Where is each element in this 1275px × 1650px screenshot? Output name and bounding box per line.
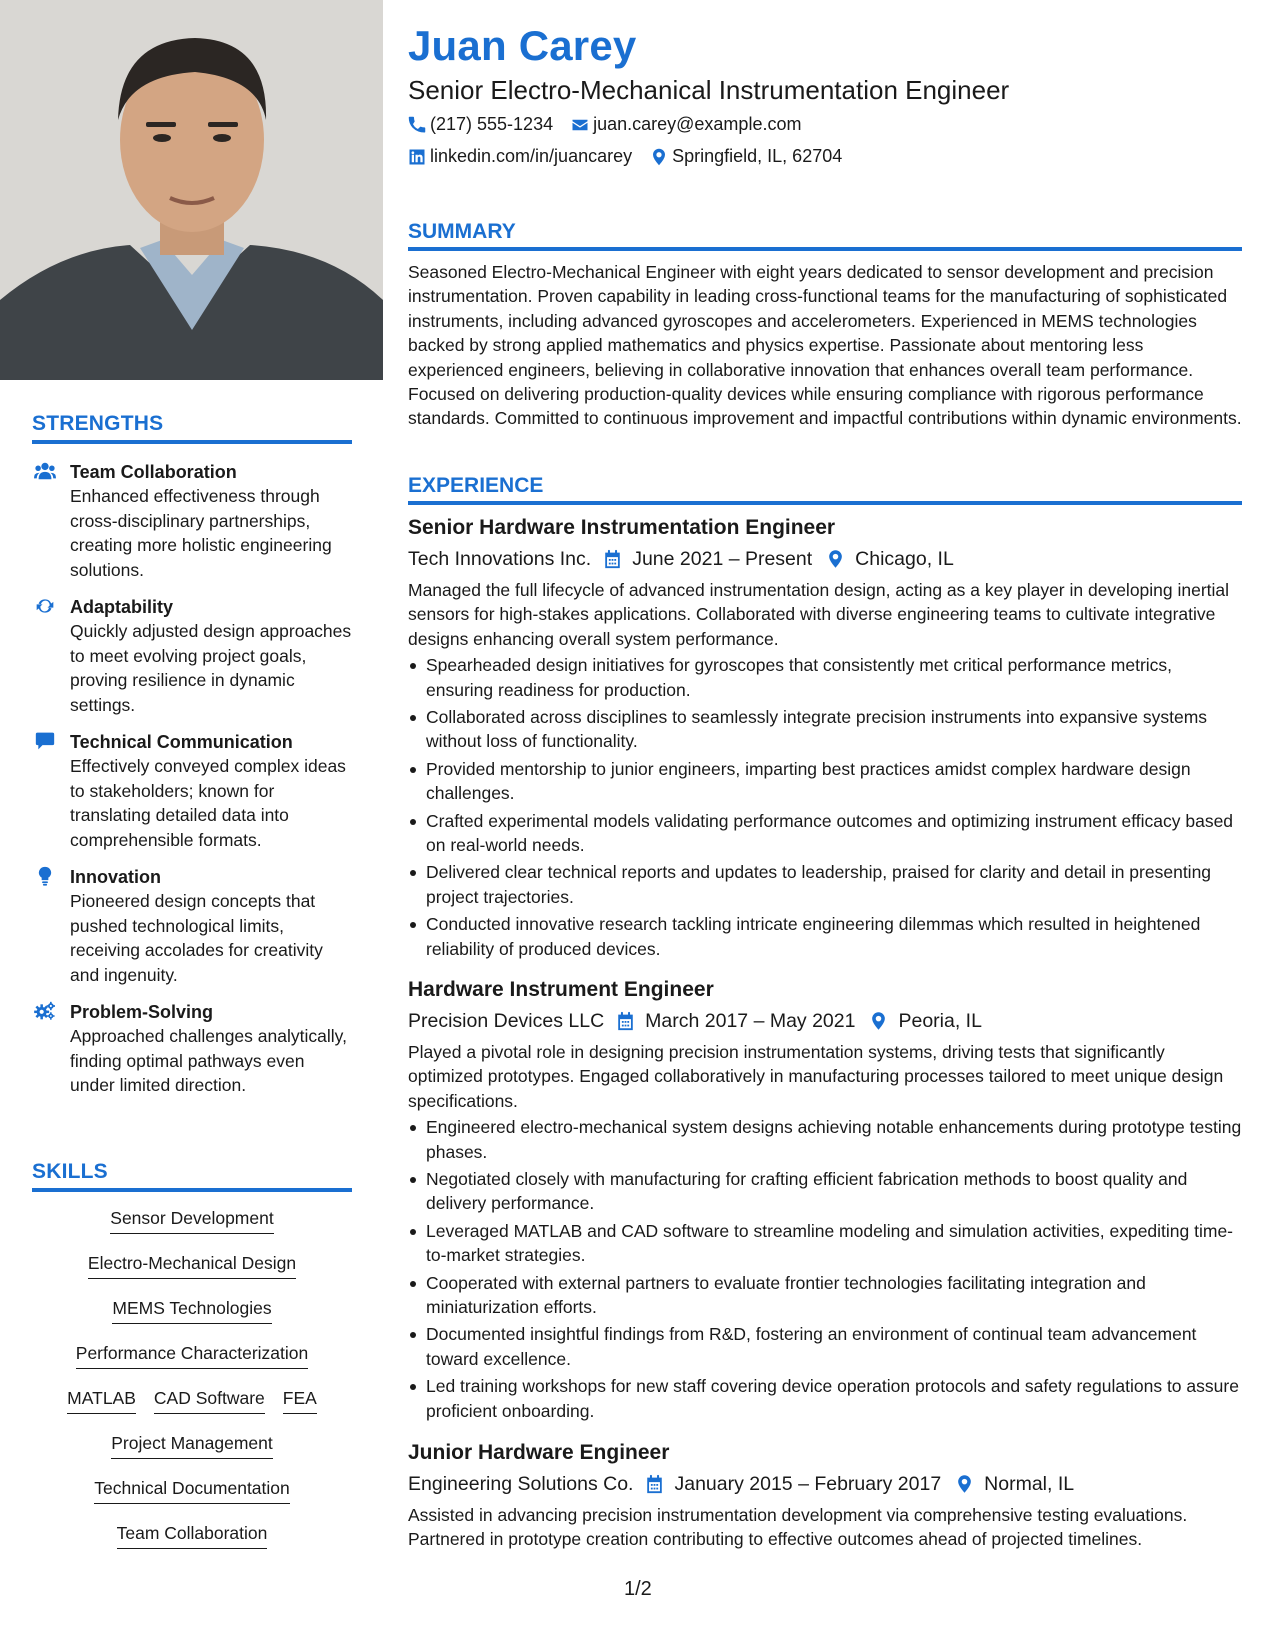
users-icon bbox=[32, 460, 58, 482]
job-entry bbox=[408, 1439, 1242, 1552]
skills-list bbox=[32, 1206, 352, 1566]
strength-desc: Quickly adjusted design approaches to meet evolving project goals, proving resilience in dynamic settings. bbox=[70, 621, 352, 715]
job-meta bbox=[408, 1469, 1242, 1499]
profile-photo bbox=[0, 0, 383, 380]
strength-title: Problem-Solving bbox=[70, 1002, 214, 1022]
list-item: Spearheaded design initiatives for gyroscopes that consistently met critical performance metrics, ensuring readiness for production. bbox=[408, 653, 1242, 702]
calendar-icon bbox=[645, 1474, 664, 1494]
strength-title: Team Collaboration bbox=[70, 462, 237, 482]
job-entry bbox=[408, 514, 1242, 964]
strengths-list bbox=[32, 460, 352, 1111]
job-dates: June 2021 – Present bbox=[632, 548, 813, 570]
envelope-icon bbox=[571, 116, 589, 134]
experience-heading: EXPERIENCE bbox=[408, 474, 1242, 505]
skill-tag: MATLAB bbox=[67, 1386, 136, 1414]
calendar-icon bbox=[603, 549, 622, 569]
strengths-heading: STRENGTHS bbox=[32, 412, 352, 444]
strength-desc: Pioneered design concepts that pushed technological limits, receiving accolades for creativity and ingenuity. bbox=[70, 891, 323, 985]
strength-desc: Approached challenges analytically, finding optimal pathways even under limited direction. bbox=[70, 1026, 347, 1095]
page-number: 1/2 bbox=[624, 1578, 652, 1600]
email-text: juan.carey@example.com bbox=[593, 114, 802, 134]
skills-heading: SKILLS bbox=[32, 1160, 352, 1192]
contact-email[interactable] bbox=[571, 114, 801, 135]
skill-tag: MEMS Technologies bbox=[112, 1296, 271, 1324]
list-item: Documented insightful findings from R&D, fostering an environment of continual team advancement toward excellence. bbox=[408, 1322, 1242, 1371]
job-title: Junior Hardware Engineer bbox=[408, 1441, 670, 1464]
job-description: Played a pivotal role in designing precision instrumentation systems, driving tests that significantly optimized prototypes. Engaged collaboratively in manufacturing processes tailored to meet unique design specifications. bbox=[408, 1042, 1224, 1111]
strength-desc: Effectively conveyed complex ideas to stakeholders; known for translating detailed data into comprehensible formats. bbox=[70, 756, 346, 850]
list-item: Cooperated with external partners to evaluate frontier technologies facilitating integration and miniaturization efforts. bbox=[408, 1271, 1242, 1320]
skill-tag: Team Collaboration bbox=[117, 1521, 268, 1549]
sidebar bbox=[0, 0, 383, 1650]
job-dates: March 2017 – May 2021 bbox=[645, 1010, 856, 1032]
lightbulb-icon bbox=[32, 865, 58, 887]
phone-icon bbox=[408, 116, 426, 134]
job-company: Engineering Solutions Co. bbox=[408, 1473, 634, 1495]
job-location: Normal, IL bbox=[984, 1473, 1075, 1495]
phone-text: (217) 555-1234 bbox=[430, 114, 554, 134]
job-company: Tech Innovations Inc. bbox=[408, 548, 592, 570]
candidate-name: Juan Carey bbox=[408, 22, 637, 69]
speech-bubble-icon bbox=[32, 730, 58, 752]
skill-tag: Technical Documentation bbox=[94, 1476, 290, 1504]
skill-tag: Sensor Development bbox=[110, 1206, 273, 1234]
job-title: Senior Hardware Instrumentation Engineer bbox=[408, 516, 836, 539]
strength-item bbox=[32, 730, 352, 852]
linkedin-icon bbox=[408, 148, 426, 166]
map-pin-icon bbox=[869, 1011, 888, 1031]
sync-icon bbox=[32, 595, 58, 617]
strength-desc: Enhanced effectiveness through cross-disciplinary partnerships, creating more holistic engineering solutions. bbox=[70, 486, 332, 580]
linkedin-text: linkedin.com/in/juancarey bbox=[430, 146, 633, 166]
skill-tag: Project Management bbox=[111, 1431, 272, 1459]
strength-title: Adaptability bbox=[70, 597, 174, 617]
strength-item bbox=[32, 460, 352, 582]
job-bullets bbox=[408, 653, 1242, 961]
calendar-icon bbox=[616, 1011, 635, 1031]
list-item: Delivered clear technical reports and updates to leadership, praised for clarity and detail in presenting project trajectories. bbox=[408, 860, 1242, 909]
list-item: Engineered electro-mechanical system designs achieving notable enhancements during prototype testing phases. bbox=[408, 1115, 1242, 1164]
job-meta bbox=[408, 544, 1242, 574]
summary-heading: SUMMARY bbox=[408, 220, 1242, 251]
list-item: Crafted experimental models validating performance outcomes and optimizing instrument efficacy based on real-world needs. bbox=[408, 809, 1242, 858]
list-item: Negotiated closely with manufacturing for crafting efficient fabrication methods to boost quality and delivery performance. bbox=[408, 1167, 1242, 1216]
contact-row-1 bbox=[408, 114, 801, 135]
strength-title: Innovation bbox=[70, 867, 161, 887]
strength-title: Technical Communication bbox=[70, 732, 293, 752]
job-title: Hardware Instrument Engineer bbox=[408, 978, 714, 1001]
strength-item bbox=[32, 1000, 352, 1098]
strength-item bbox=[32, 865, 352, 987]
contact-row-2 bbox=[408, 146, 842, 167]
job-description: Assisted in advancing precision instrumentation development via comprehensive testing evaluations. Partnered in prototype creation contributing to effective outcomes ahead of projected timelines. bbox=[408, 1505, 1188, 1550]
list-item: Led training workshops for new staff covering device operation protocols and safety regulations to assure proficient onboarding. bbox=[408, 1374, 1242, 1423]
job-location: Chicago, IL bbox=[855, 548, 954, 570]
skill-tag: Performance Characterization bbox=[76, 1341, 308, 1369]
strength-item bbox=[32, 595, 352, 717]
job-company: Precision Devices LLC bbox=[408, 1010, 605, 1032]
gears-icon bbox=[32, 1000, 58, 1022]
skill-tag: FEA bbox=[283, 1386, 317, 1414]
job-bullets bbox=[408, 1115, 1242, 1423]
summary-text: Seasoned Electro-Mechanical Engineer with eight years dedicated to sensor development and precision instrumentation. Proven capability in leading cross-functional teams for the manufacturing of sophisticated instruments, including advanced gyroscopes and accelerometers. Experienced in MEMS technologies backed by strong applied mathematics and physics expertise. Passionate about mentoring less experienced engineers, believing in collaborative innovation that enhances overall team performance. Focused on delivering production-quality devices while ensuring compliance with rigorous performance standards. Committed to continuous improvement and impactful contributions within dynamic environments. bbox=[408, 262, 1242, 429]
job-description: Managed the full lifecycle of advanced instrumentation design, acting as a key player in developing inertial sensors for high-stakes applications. Collaborated with diverse engineering teams to cultivate integrative designs enhancing overall system performance. bbox=[408, 580, 1230, 649]
job-entry bbox=[408, 976, 1242, 1426]
map-pin-icon bbox=[650, 148, 668, 166]
location-text: Springfield, IL, 62704 bbox=[672, 146, 843, 166]
map-pin-icon bbox=[955, 1474, 974, 1494]
list-item: Leveraged MATLAB and CAD software to streamline modeling and simulation activities, expediting time-to-market strategies. bbox=[408, 1219, 1242, 1268]
map-pin-icon bbox=[826, 549, 845, 569]
contact-phone[interactable] bbox=[408, 114, 553, 135]
contact-location bbox=[650, 146, 842, 167]
contact-linkedin[interactable] bbox=[408, 146, 632, 167]
skill-tag: Electro-Mechanical Design bbox=[88, 1251, 296, 1279]
list-item: Collaborated across disciplines to seamlessly integrate precision instruments into expansive systems without loss of functionality. bbox=[408, 705, 1242, 754]
job-dates: January 2015 – February 2017 bbox=[674, 1473, 942, 1495]
job-meta bbox=[408, 1006, 1242, 1036]
skill-tag: CAD Software bbox=[154, 1386, 265, 1414]
job-location: Peoria, IL bbox=[898, 1010, 982, 1032]
list-item: Conducted innovative research tackling intricate engineering dilemmas which resulted in heightened reliability of produced devices. bbox=[408, 912, 1242, 961]
list-item: Provided mentorship to junior engineers, imparting best practices amidst complex hardware design challenges. bbox=[408, 757, 1242, 806]
candidate-role: Senior Electro-Mechanical Instrumentation Engineer bbox=[408, 75, 1010, 105]
